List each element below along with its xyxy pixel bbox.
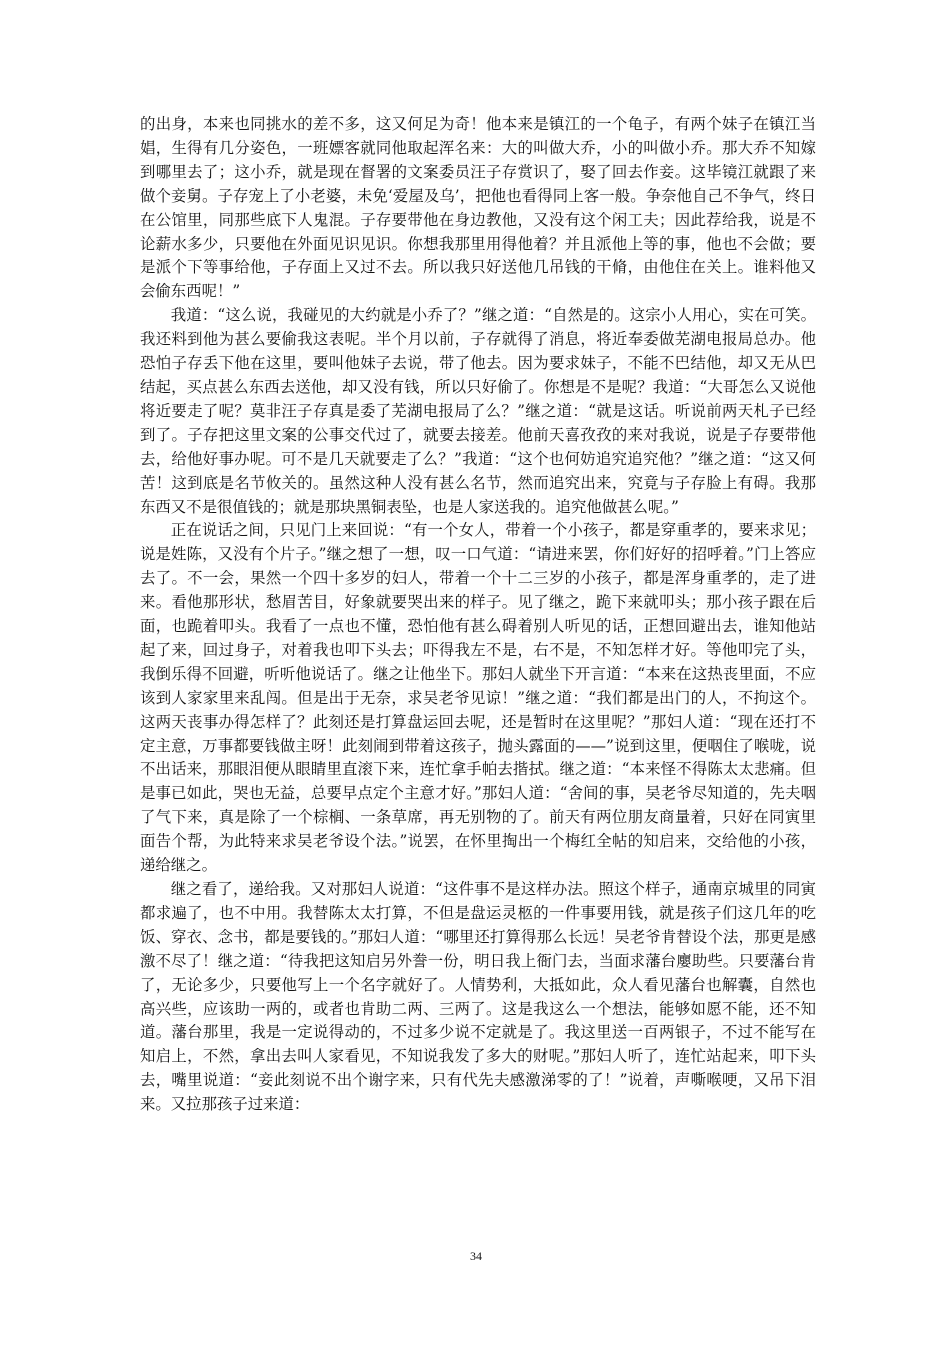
- paragraph-2: 我道：“这么说，我碰见的大约就是小乔了？”继之道：“自然是的。这宗小人用心，实在可笑。我还料到他为甚么要偷我这表呢。半个月以前，子存就得了消息，将近奉委做芜湖电报局总办。他恐怕子存丢下他在这里，要叫他妹子去说，带了他去。因为要求妹子，不能不巴结他，却又无从巴结起，买点甚么东西去送他，却又没有钱，所以只好偷了。你想是不是呢？我道：“大哥怎么又说他将近要走了呢？莫非汪子存真是委了芜湖电报局了么？”继之道：“就是这话。听说前两天札子已经到了。子存把这里文案的公事交代过了，就要去接差。他前天喜孜孜的来对我说，说是子存要带他去，给他好事办呢。可不是几天就要走了么？”我道：“这个也何妨追究追究他？”继之道：“这又何苦！这到底是名节攸关的。虽然这种人没有甚么名节，然而追究出来，究竟与子存脸上有碍。我那东西又不是很值钱的；就是那块黑铜表坠，也是人家送我的。追究他做甚么呢。”: [140, 306, 816, 516]
- paragraph-3: 正在说话之间，只见门上来回说：“有一个女人，带着一个小孩子，都是穿重孝的，要来求见；说是姓陈，又没有个片子。”继之想了一想，叹一口气道：“请进来罢，你们好好的招呼着。”门上答应去了。不一会，果然一个四十多岁的妇人，带着一个十二三岁的小孩子，都是浑身重孝的，走了进来。看他那形状，愁眉苦目，好象就要哭出来的样子。见了继之，跪下来就叩头；那小孩子跟在后面，也跪着叩头。我看了一点也不懂，恐怕他有甚么碍着别人听见的话，正想回避出去，谁知他站起了来，回过身子，对着我也叩下头去；吓得我左不是，右不是，不知怎样才好。等他叩完了头，我倒乐得不回避，听听他说话了。继之让他坐下。那妇人就坐下开言道：“本来在这热丧里面，不应该到人家家里来乱闯。但是出于无奈，求吴老爷见谅！”继之道：“我们都是出门的人，不拘这个。这两天丧事办得怎样了？此刻还是打算盘运回去呢，还是暂时在这里呢？”那妇人道：“现在还打不定主意，万事都要钱做主呀！此刻闹到带着这孩子，抛头露面的——”说到这里，便咽住了喉咙，说不出话来，那眼泪便从眼睛里直滚下来，连忙拿手帕去揩拭。继之道：“本来怪不得陈太太悲痛。但是事已如此，哭也无益，总要早点定个主意才好。”那妇人道：“舍间的事，吴老爷尽知道的，先夫咽了气下来，真是除了一个棕榈、一条草席，再无别物的了。前天有两位朋友商量着，只好在同寅里面告个帮，为此特来求吴老爷设个法。”说罢，在怀里掏出一个梅红全帖的知启来，交给他的小孩，递给继之。: [140, 521, 816, 875]
- page-number: 34: [470, 1249, 482, 1263]
- paragraph-4: 继之看了，递给我。又对那妇人说道：“这件事不是这样办法。照这个样子，通南京城里的同寅都求遍了，也不中用。我替陈太太打算，不但是盘运灵柩的一件事要用钱，就是孩子们这几年的吃饭、穿衣、念书，都是要钱的。”那妇人道：“哪里还打算得那么长远！吴老爷肯替设个法，那更是感激不尽了！继之道：“待我把这知启另外誊一份，明日我上衙门去，当面求藩台廮助些。只要藩台肯了，无论多少，只要他写上一个名字就好了。人情势利，大抵如此，众人看见藩台也解囊，自然也高兴些，应该助一两的，或者也肯助二两、三两了。这是我这么一个想法，能够如愿不能，还不知道。藩台那里，我是一定说得动的，不过多少说不定就是了。我这里送一百两银子，不过不能写在知启上，不然，拿出去叫人家看见，不知说我发了多大的财呢。”那妇人听了，连忙站起来，叩下头去，嘴里说道：“妾此刻说不出个谢字来，只有代先夫感激涕零的了！”说着，声嘶喉哽，又吊下泪来。又拉那孩子过来道：: [140, 880, 816, 1114]
- paragraph-1: 的出身，本来也同挑水的差不多，这又何足为奇！他本来是镇江的一个龟子，有两个妹子在镇江当娼，生得有几分姿色，一班嫖客就同他取起浑名来：大的叫做大乔，小的叫做小乔。那大乔不知嫁到哪里去了；这小乔，就是现在督署的文案委员汪子存赏识了，娶了回去作妾。这毕镜江就跟了来做个妾舅。子存宠上了小老婆，未免‘爱屋及乌’，把他也看得同上客一般。争奈他自己不争气，终日在公馆里，同那些底下人鬼混。子存要带他在身边教他，又没有这个闲工夫；因此荐给我，说是不论薪水多少，只要他在外面见识见识。你想我那里用得他着？并且派他上等的事，他也不会做；要是派个下等事给他，子存面上又过不去。所以我只好送他几吊钱的干脩，由他住在关上。谁料他又会偷东西呢！”: [140, 115, 816, 301]
- body-text: [140, 113, 816, 1117]
